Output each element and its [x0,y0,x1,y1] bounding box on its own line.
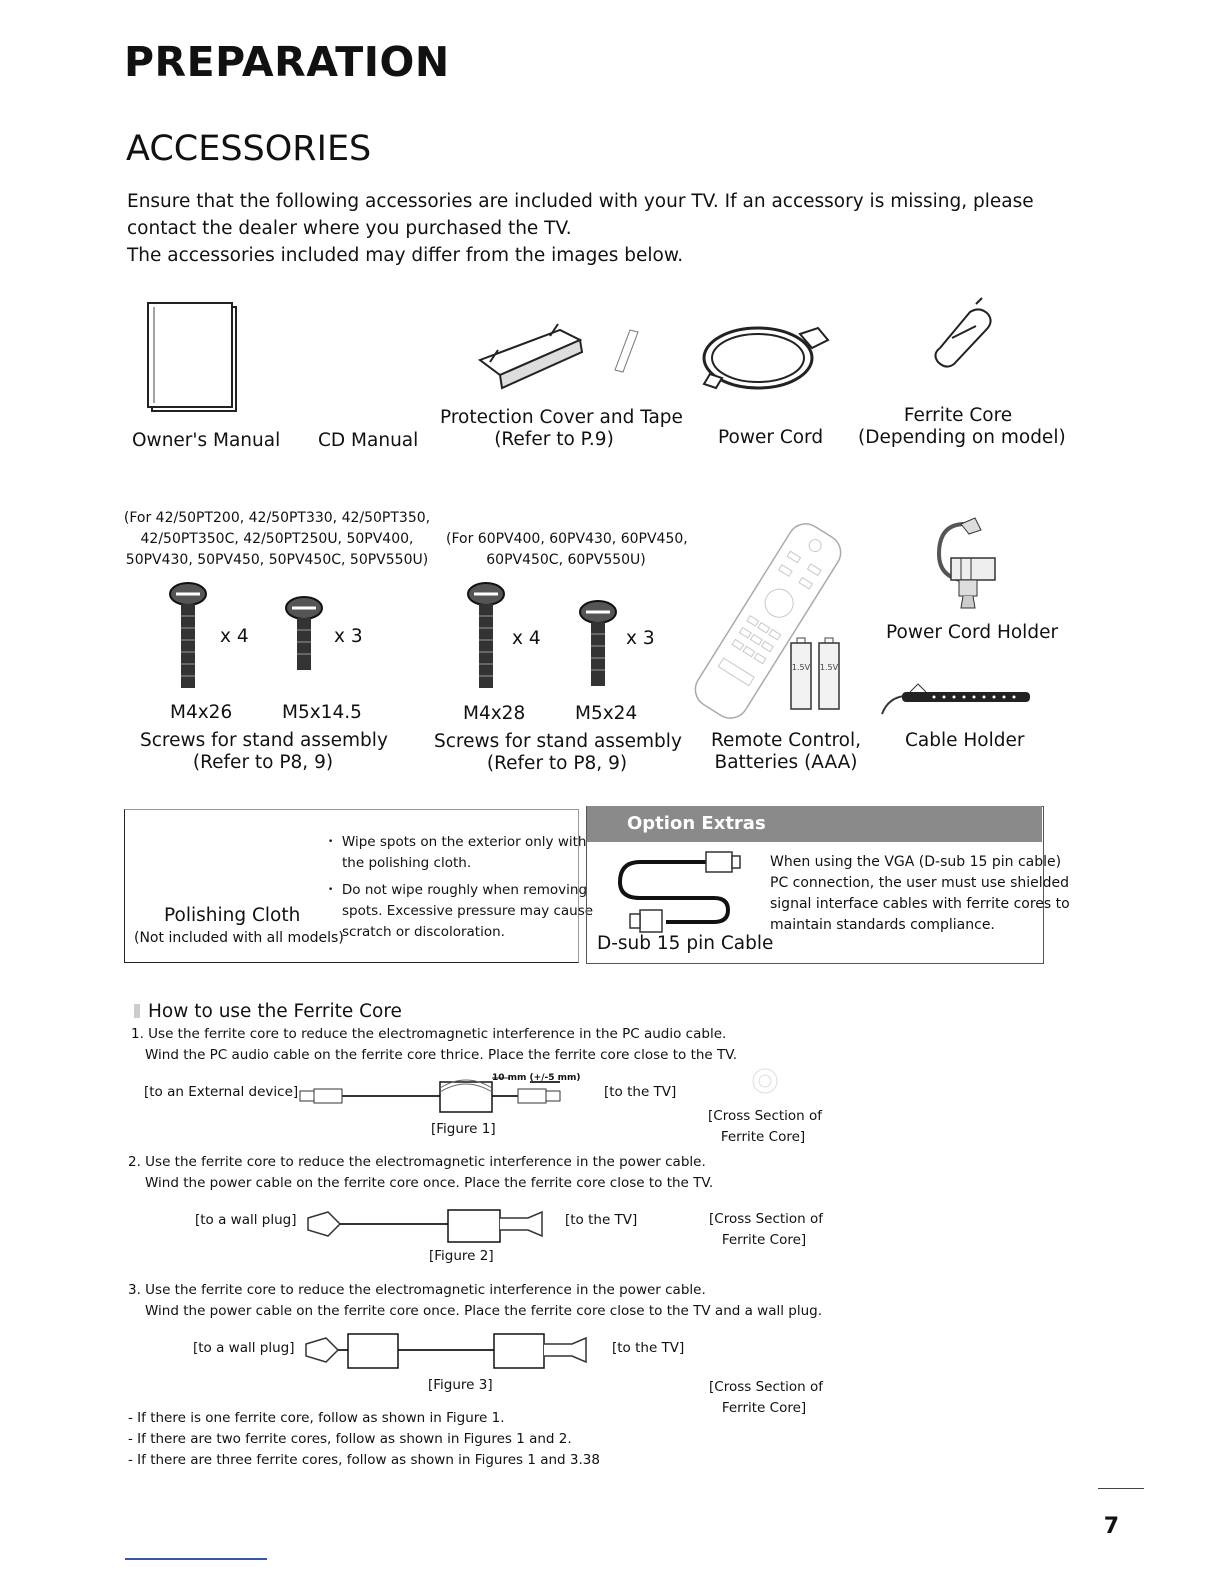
intro-paragraph-2: The accessories included may differ from the images below. [127,245,684,266]
step-3-line-2: Wind the power cable on the ferrite core once. Place the ferrite core close to the TV and a wall plug. [145,1303,823,1319]
power-cord-holder-image [925,514,1005,612]
intro-text [127,188,1067,269]
text-line: signal interface cables with ferrite cores to [770,896,1070,912]
polishing-cloth-bullet-1 [328,832,586,874]
figure-3-right-label: [to the TV] [612,1340,685,1356]
screw-m5-image [284,596,324,676]
batteries-image [788,638,844,710]
polishing-cloth-title: Polishing Cloth [164,905,301,926]
power-cord-image [700,322,835,392]
polishing-cloth-bullet-2 [328,880,593,943]
ferrite-core-image [920,298,1000,370]
screw-size-m4x28: M4x28 [463,703,526,724]
owners-manual-image [148,303,240,415]
caption-line: Screws for stand assembly [434,731,682,752]
figure-1-left-label: [to an External device] [144,1084,299,1100]
cross-line: Ferrite Core] [721,1400,807,1416]
note-3: - If there are three ferrite cores, follow as shown in Figures 1 and 3.38 [128,1452,600,1468]
note-2: - If there are two ferrite cores, follow as shown in Figures 1 and 2. [128,1431,572,1447]
figure-1-diagram [300,1070,595,1114]
figure-2-right-label: [to the TV] [565,1212,638,1228]
protection-cover-title: Protection Cover and Tape [440,407,683,428]
cross-line: Ferrite Core] [720,1129,806,1145]
caption-line: Batteries (AAA) [714,752,858,773]
remote-caption [706,730,866,774]
model-line: (For 42/50PT200, 42/50PT330, 42/50PT350, [123,510,431,526]
step-2-line-1: 2. Use the ferrite core to reduce the electromagnetic interference in the power cable. [128,1154,706,1170]
screw-m4-image [168,582,208,692]
step-3-line-1: 3. Use the ferrite core to reduce the electromagnetic interference in the power cable. [128,1282,706,1298]
step-2-line-2: Wind the power cable on the ferrite core once. Place the ferrite core close to the TV. [145,1175,714,1191]
subsection-title: ACCESSORIES [126,129,372,169]
heading-marker [134,1004,140,1018]
text-line: When using the VGA (D-sub 15 pin cable) [770,854,1062,870]
screw-m4-qty: x 4 [220,626,249,647]
protection-cover-ref: (Refer to P.9) [494,429,614,450]
bottom-rule [125,1558,267,1560]
model-line: 42/50PT350C, 42/50PT250U, 50PV400, [140,531,414,547]
step-1-line-1: 1. Use the ferrite core to reduce the electromagnetic interference in the PC audio cable. [131,1026,727,1042]
owners-manual-label: Owner's Manual [132,430,281,451]
battery-label: 1.5V [819,663,839,672]
bullet-line: Do not wipe roughly when removing [341,882,588,898]
bullet-line: Wipe spots on the exterior only with [341,834,587,850]
figure-2-caption: [Figure 2] [429,1248,494,1264]
screws-group2-models [446,529,686,571]
caption-line: (Refer to P8, 9) [192,752,334,773]
cross-line: Ferrite Core] [721,1232,807,1248]
figure-1-dimension: 10 mm (+/-5 mm) [492,1073,581,1083]
polishing-cloth-note: (Not included with all models) [134,930,344,946]
screw-size-m5x145: M5x14.5 [282,702,362,723]
screw-m5-image [578,600,618,690]
figure-2-left-label: [to a wall plug] [195,1212,297,1228]
figure-3-caption: [Figure 3] [428,1377,493,1393]
option-extras-text [770,852,1070,936]
cable-holder-label: Cable Holder [905,730,1025,751]
cross-section-2-label [709,1209,824,1251]
power-cord-holder-label: Power Cord Holder [886,622,1059,643]
figure-3-left-label: [to a wall plug] [193,1340,295,1356]
bullet-line: the polishing cloth. [342,855,472,871]
cross-section-1-label [708,1106,823,1148]
ferrite-core-note: (Depending on model) [858,427,1066,448]
caption-line: Remote Control, [710,730,861,751]
page-number-rule [1098,1488,1144,1489]
battery-label: 1.5V [791,663,811,672]
screws-group1-models [122,508,432,571]
figure-1-right-label: [to the TV] [604,1084,677,1100]
cross-line: [Cross Section of [709,1379,824,1395]
caption-line: (Refer to P8, 9) [486,753,628,774]
cross-line: [Cross Section of [709,1211,824,1227]
caption-line: Screws for stand assembly [140,730,388,751]
bullet-icon: • [328,837,334,847]
model-line: (For 60PV400, 60PV430, 60PV450, [446,531,688,547]
figure-3-diagram [300,1326,600,1374]
text-line: PC connection, the user must use shielded [770,875,1070,891]
protection-cover-image [470,320,650,400]
cross-section-3-label [709,1377,824,1419]
figure-1-caption: [Figure 1] [431,1121,496,1137]
dsub-cable-image [610,848,750,934]
screw-m5-qty: x 3 [334,626,363,647]
cd-manual-label: CD Manual [318,430,419,451]
protection-cover-label [440,407,683,451]
bullet-icon: • [328,885,334,895]
screws-group1-caption [140,730,386,774]
bullet-line: spots. Excessive pressure may cause [342,903,594,919]
cross-section-1-image [745,1066,785,1096]
note-1: - If there is one ferrite core, follow as shown in Figure 1. [128,1410,505,1426]
screw-m4-qty: x 4 [512,628,541,649]
bullet-line: scratch or discoloration. [342,924,505,940]
ferrite-core-title: Ferrite Core [903,405,1013,426]
dsub-cable-label: D-sub 15 pin Cable [597,933,774,954]
ferrite-howto-title: How to use the Ferrite Core [148,1001,402,1022]
intro-paragraph-1: Ensure that the following accessories are included with your TV. If an accessory is missing, please contact the dealer where you purchased the TV. [127,191,1034,239]
model-line: 60PV450C, 60PV550U) [486,552,646,568]
figure-2-diagram [302,1204,552,1246]
cross-line: [Cross Section of [708,1108,823,1124]
option-extras-header: Option Extras [587,806,1042,842]
screws-group2-caption [434,731,680,775]
page-number: 7 [1103,1514,1119,1539]
text-line: maintain standards compliance. [770,917,995,933]
screw-size-m4x26: M4x26 [170,702,233,723]
step-1-line-2: Wind the PC audio cable on the ferrite core thrice. Place the ferrite core close to the TV. [145,1047,738,1063]
model-line: 50PV430, 50PV450, 50PV450C, 50PV550U) [125,552,429,568]
screw-size-m5x24: M5x24 [575,703,638,724]
section-title: PREPARATION [124,38,450,86]
screw-m4-image [466,582,506,692]
screw-m5-qty: x 3 [626,628,655,649]
power-cord-label: Power Cord [718,427,824,448]
ferrite-core-label [858,405,1066,449]
cable-holder-image [874,684,1034,720]
